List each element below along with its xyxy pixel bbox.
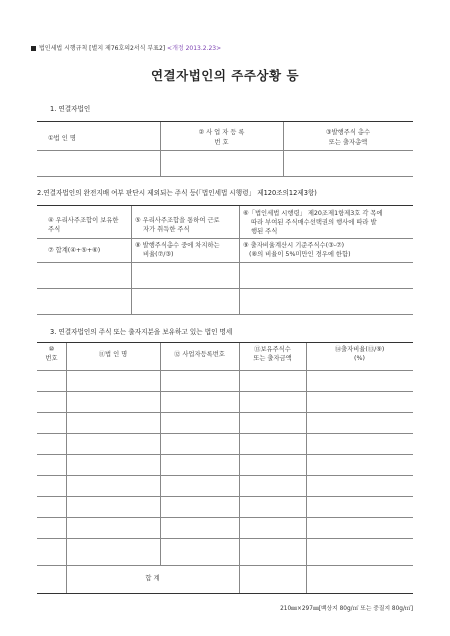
row-rule	[37, 176, 413, 177]
square-bullet-icon	[31, 46, 36, 51]
label-bizno-2: 번 호	[214, 139, 229, 146]
page-title: 연결자법인의 주주상황 등	[150, 68, 300, 83]
row-rule	[37, 238, 413, 239]
row-rule	[37, 370, 413, 371]
label-base-9-1: ⑨ 출자비율계산시 기준주식수(③-⑦)	[243, 242, 345, 249]
label-holder-bizno: ⑫ 사업자등록번호	[174, 351, 225, 358]
label-no-2: 번호	[45, 355, 58, 362]
law-reference: 법인세법 시행규칙 [별지 제76호의2서식 부표2]	[39, 45, 166, 52]
revision-note: <개정 2013.2.23>	[167, 45, 222, 52]
row-rule	[37, 314, 413, 315]
divider	[239, 206, 240, 314]
row-rule	[37, 565, 413, 566]
label-esop-1: ④ 우리사주조합이 보유한	[48, 217, 119, 224]
label-sum-7: ⑦ 합계(④+⑤+⑥)	[48, 247, 101, 254]
label-options-3: 행된 주식	[251, 228, 278, 235]
section3-bottom-rule	[37, 593, 413, 594]
label-total: 합 계	[145, 575, 160, 582]
label-ratio-8-1: ⑧ 발행주식총수 중에 차지하는	[135, 242, 220, 249]
label-worker-shares-1: ⑤ 우리사주조합을 통하여 근로	[135, 217, 220, 224]
row-rule	[37, 433, 413, 434]
label-holder-name: ⑪법 인 명	[98, 351, 128, 358]
label-no-1: ⑩	[48, 346, 55, 353]
label-corp-name: ①법 인 명	[48, 135, 76, 142]
label-ratio-8-2: 비율(⑦/③)	[143, 251, 174, 258]
label-bizno-1: ② 사 업 자 등 록	[198, 129, 245, 136]
row-rule	[37, 538, 413, 539]
section1-heading: 1. 연결자법인	[50, 105, 91, 113]
row-rule	[37, 475, 413, 476]
label-options-2: 따라 부여된 주식매수선택권의 행사에 따라 발	[251, 219, 377, 226]
divider	[66, 343, 67, 593]
row-rule	[37, 150, 413, 151]
divider	[131, 206, 132, 314]
label-esop-2: 주식	[48, 226, 61, 233]
label-base-9-2: (⑧의 비율이 5%미만인 경우에 한함)	[249, 251, 351, 258]
section1-top-rule	[37, 121, 413, 122]
label-options-1: ⑥「법인세법 시행령」 제20조제1항제3호 각 목에	[243, 210, 383, 217]
label-worker-shares-2: 자가 취득한 주식	[143, 226, 190, 233]
divider	[306, 343, 307, 593]
label-held-1: ⑬보유주식수	[254, 346, 291, 353]
section2-top-rule	[37, 205, 413, 206]
row-rule	[37, 262, 413, 263]
label-total-shares-1: ③발행주식 총수	[325, 129, 371, 136]
label-held-2: 또는 출자금액	[253, 355, 292, 362]
row-rule	[37, 517, 413, 518]
label-ratio-2: (%)	[354, 355, 365, 362]
divider	[239, 343, 240, 593]
section3-heading: 3. 연결자법인의 주식 또는 출자지분을 보유하고 있는 법인 명세	[50, 328, 233, 336]
row-rule	[37, 454, 413, 455]
form-reference	[31, 43, 221, 52]
section3-top-rule	[37, 342, 413, 343]
section2-heading: 2.연결자법인의 완전지배 여부 판단시 제외되는 주식 등(「법인세법 시행령」 제120조의12제3항)	[37, 189, 317, 197]
label-ratio-1: ⑭출자비율(⑬/⑨)	[334, 346, 385, 353]
paper-spec: 210㎜×297㎜[백상지 80g/㎡ 또는 중질지 80g/㎡]	[280, 606, 413, 612]
label-total-shares-2: 또는 출자총액	[328, 139, 368, 146]
row-rule	[37, 288, 413, 289]
row-rule	[37, 391, 413, 392]
row-rule	[37, 496, 413, 497]
row-rule	[37, 412, 413, 413]
